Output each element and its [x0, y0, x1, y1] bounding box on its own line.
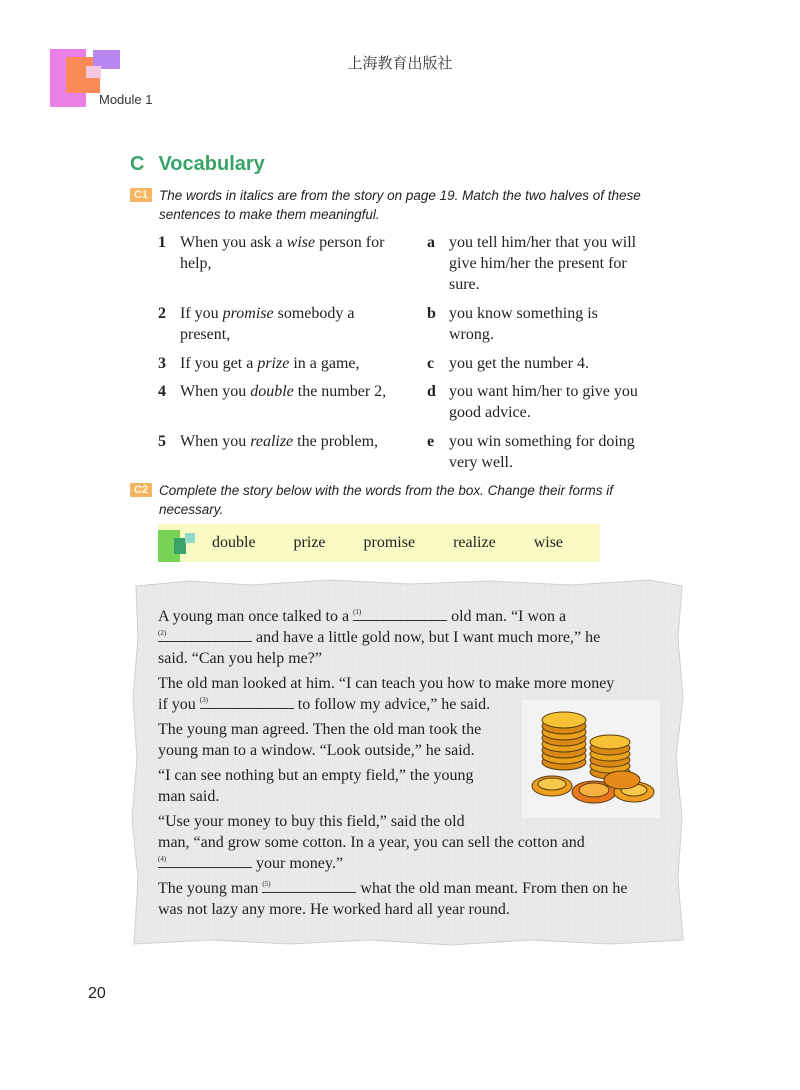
blank-number: (4): [158, 855, 167, 863]
story-text-run: “I can see nothing but an empty field,” the young: [158, 767, 474, 784]
c1-tag: C1: [130, 188, 152, 202]
word-box-item: prize: [293, 534, 326, 551]
blank-number: (3): [199, 696, 208, 704]
story-text-run: The old man looked at him. “I can teach you how to make more money: [158, 675, 615, 692]
item-letter: b: [427, 305, 436, 322]
right-text: good advice.: [449, 404, 531, 421]
word-box-item: double: [212, 534, 256, 551]
word-box-item: promise: [363, 534, 416, 551]
story-text-run: man, “and grow some cotton. In a year, you can sell the cotton and: [158, 834, 585, 851]
blank-4[interactable]: [158, 853, 252, 868]
section-title-text: Vocabulary: [158, 153, 265, 175]
blank-number: (5): [262, 880, 271, 888]
italic-word: wise: [286, 234, 316, 251]
match-right-e: [427, 431, 669, 473]
match-right-b: [427, 303, 669, 345]
item-number: 4: [158, 383, 166, 400]
left-text: When you: [180, 383, 251, 400]
story-text-run: what the old man meant. From then on he: [356, 880, 628, 897]
c1-instruction-line1: The words in italics are from the story on page 19. Match the two halves of these: [159, 188, 641, 203]
item-letter: a: [427, 234, 435, 251]
blank-number: (2): [158, 629, 167, 637]
right-text: you want him/her to give you: [449, 383, 638, 400]
match-left-1: [158, 232, 420, 274]
story-text-run: was not lazy any more. He worked hard all year round.: [158, 901, 510, 918]
module-label: Module 1: [99, 92, 153, 107]
blank-number: (1): [353, 608, 362, 616]
word-box-list: [212, 534, 601, 552]
left-text: person for: [315, 234, 385, 251]
gold-coins-icon: [522, 700, 660, 818]
blank-5[interactable]: [262, 878, 356, 893]
italic-word: realize: [250, 433, 294, 450]
c1-instruction: [159, 186, 641, 224]
match-right-d: [427, 381, 669, 423]
section-letter: C: [130, 153, 145, 175]
left-text: If you get a: [180, 355, 258, 372]
story-text-run: old man. “I won a: [447, 608, 567, 625]
blank-1[interactable]: [353, 606, 447, 621]
right-text: very well.: [449, 454, 513, 471]
left-text: present,: [180, 326, 231, 343]
section-title: [130, 153, 265, 176]
word-box-item: realize: [453, 534, 496, 551]
right-text: you know something is: [449, 305, 598, 322]
right-text: you get the number 4.: [449, 355, 589, 372]
item-letter: c: [427, 355, 435, 372]
story-text-run: The young man: [158, 880, 263, 897]
story-text-run: man said.: [158, 788, 220, 805]
left-text: in a game,: [289, 355, 360, 372]
match-left-4: [158, 381, 420, 402]
item-letter: e: [427, 433, 435, 450]
right-text: you tell him/her that you will: [449, 234, 637, 251]
left-text: the number 2,: [293, 383, 387, 400]
match-right-c: [427, 353, 669, 374]
story-text-run: if you: [158, 696, 200, 713]
c1-instruction-line2: sentences to make them meaningful.: [159, 207, 380, 222]
word-box-item: wise: [533, 534, 564, 551]
c2-instruction-line1: Complete the story below with the words from the box. Change their forms if: [159, 483, 613, 498]
right-text: sure.: [449, 276, 480, 293]
match-left-5: [158, 431, 420, 452]
story-text-run: “Use your money to buy this field,” said the old: [158, 813, 465, 830]
story-text-run: A young man once talked to a: [158, 608, 354, 625]
match-left-2: [158, 303, 420, 345]
left-text: somebody a: [273, 305, 355, 322]
left-text: When you ask a: [180, 234, 287, 251]
right-text: you win something for doing: [449, 433, 635, 450]
story-text-run: your money.”: [252, 855, 343, 872]
c2-instruction-line2: necessary.: [159, 502, 224, 517]
c2-instruction: [159, 481, 613, 519]
blank-3[interactable]: [200, 694, 294, 709]
word-box-decoration: [185, 533, 195, 543]
story-text-run: to follow my advice,” he said.: [293, 696, 491, 713]
left-text: help,: [180, 255, 212, 272]
item-number: 2: [158, 305, 166, 322]
italic-word: promise: [222, 305, 274, 322]
italic-word: prize: [257, 355, 290, 372]
blank-2[interactable]: [158, 627, 252, 642]
item-letter: d: [427, 383, 436, 400]
item-number: 1: [158, 234, 166, 251]
match-right-a: [427, 232, 669, 295]
left-text: the problem,: [293, 433, 379, 450]
italic-word: double: [250, 383, 294, 400]
left-text: When you: [180, 433, 251, 450]
right-text: wrong.: [449, 326, 494, 343]
story-text-run: and have a little gold now, but I want much more,” he: [252, 629, 601, 646]
story-text-run: young man to a window. “Look outside,” he said.: [158, 742, 475, 759]
match-left-3: [158, 353, 420, 374]
publisher-name: 上海教育出版社: [347, 54, 453, 72]
right-text: give him/her the present for: [449, 255, 627, 272]
item-number: 5: [158, 433, 166, 450]
story-text-run: The young man agreed. Then the old man took the: [158, 721, 482, 738]
c2-tag: C2: [130, 483, 152, 497]
page-number: 20: [88, 985, 106, 1002]
item-number: 3: [158, 355, 166, 372]
story-text-run: said. “Can you help me?”: [158, 650, 322, 667]
left-text: If you: [180, 305, 223, 322]
